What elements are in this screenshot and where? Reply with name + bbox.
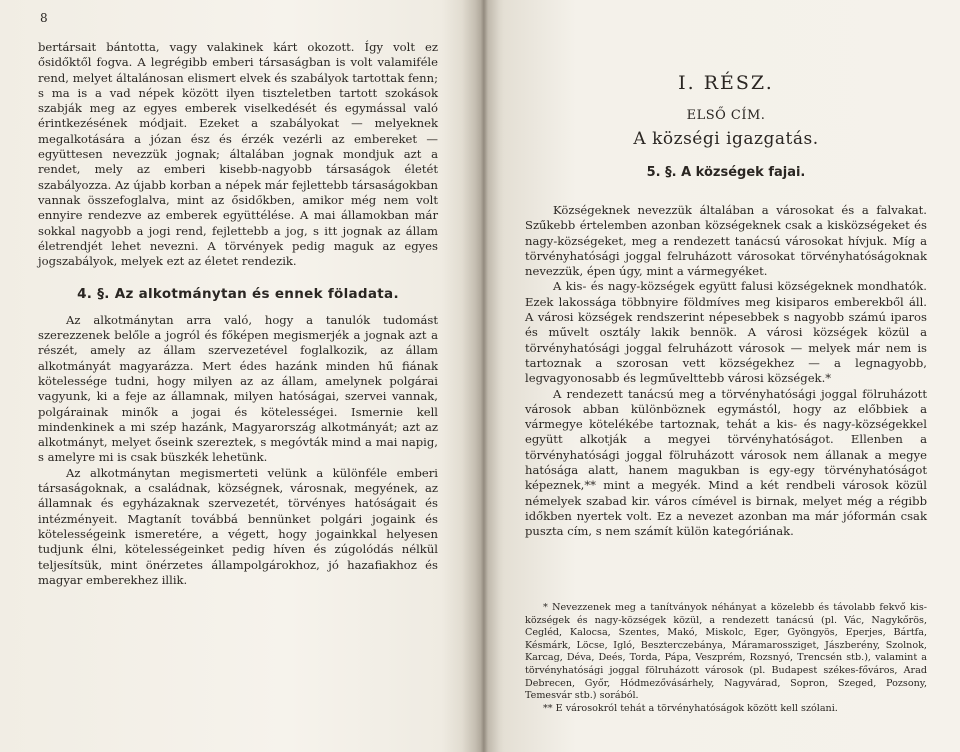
- book-gutter: [462, 0, 504, 752]
- section-heading: 4. §. Az alkotmánytan és ennek föladata.: [77, 286, 399, 303]
- section-heading: 5. §. A községek fajai.: [646, 165, 806, 180]
- paragraph: Az alkotmánytan arra való, hogy a tanulók tudomást szerezzenek belőle a jogról és főképen megismerjék a jognak azt a részét, amely az állam szervezetével foglalkozik, az állam alkotmányát magyarázza. Mert édes hazánk minden hű fiának kötelessége tudni, hogy milyen az az állam, amelynek polgárai vagyunk, ki a feje az államnak, milyen hatóságai, szervei vannak, polgárainak minők a jogai és kötelességei. Ismernie kell mindenkinek a mi szép hazánk, Magyarország alkotmányát; azt az alkotmányt, melyet őseink szereztek, s megóvták mind a mai napig, s amelyre mi is csak büszkék lehetünk.: [38, 312, 438, 465]
- footnotes: [525, 602, 927, 715]
- footnote: * Nevezzenek meg a tanítványok néhányat a közelebb és távolabb fekvő kis-községek és nagy-községek közül, a rendezett tanácsú (pl. Vác, Nagykőrös, Cegléd, Kalocsa, Szentes, Makó, Miskolc, Eger, Gyöngyös, Eperjes, Bártfa, Késmárk, Löcse, Igló, Beszterczebánya, Máramarossziget, Jászberény, Szolnok, Karcag, Déva, Deés, Torda, Pápa, Veszprém, Rozsnyó, Trencsén stb.), valamint a törvényhatósági joggal fölruházott városok (pl. Budapest székes-főváros, Arad Debrecen, Győr, Hódmezővásárhely, Nagyvárad, Sopron, Szeged, Pozsony, Temesvár stb.) sorából.: [525, 602, 927, 702]
- right-page-text: [525, 203, 927, 540]
- intro-paragraph: bertársait bántotta, vagy valakinek kárt okozott. Így volt ez ősidőktől fogva. A legrégibb emberi társaságban is volt valamiféle rend, melyet általánosan elismert elvek és szabályok tartottak fenn; s ma is a vad népek között ilyen tiszteletben tartott szokások szabják meg az egyes emberek viselkedését és egymással való érintkezésének módjait. Ezeket a szabályokat — melyeknek megalkotására a józan ész és érzék vezérli az embereket — együttesen nevezzük jognak; általában jognak mondjuk azt a rendet, mely az emberi kisebb-nagyobb társaságok életét szabályozza. Az újabb korban a népek már fejlettebb társaságokban vannak összefoglalva, mint az ősidőkben, amikor még nem volt ennyire rendezve az emberek együttélése. A mai államokban már sokkal nagyobb a jogi rend, fejlettebb a jog, s itt jognak az állam életrendjét lehet nevezni. A törvények pedig maguk az egyes jogszabályok, melyek ezt az életet rendezik.: [38, 40, 438, 269]
- page-number: 8: [40, 11, 48, 25]
- right-page: [525, 0, 927, 752]
- paragraph: A kis- és nagy-községek együtt falusi községeknek mondhatók. Ezek lakossága többnyire földmíves meg kisiparos emberekből áll. A városi községek rendszerint népesebbek s nagyobb számú iparos és művelt osztály lakik bennök. A városi községek közül a törvényhatósági joggal felruházott városok — melyek már nem is tartoznak a szorosan vett községekhez — a legnagyobb, legvagyonosabb és legművelttebb városi községek.*: [525, 279, 927, 386]
- part-title: I. RÉSZ.: [678, 72, 774, 94]
- paragraph: Az alkotmánytan megismerteti velünk a különféle emberi társaságoknak, a családnak, községnek, városnak, megyének, az államnak és egyházaknak szervezetét, törvényes hatóságait és intézményeit. Magtanít továbbá bennünket polgári jogaink és kötelességeink ismeretére, a végett, hogy jogainkkal helyesen tudjunk élni, kötelességeinket pedig híven és zúgolódás nélkül teljesítsük, mint önérzetes állampolgárokhoz, jó hazafiakhoz és magyar emberekhez illik.: [38, 465, 438, 587]
- chapter-title: A községi igazgatás.: [633, 129, 819, 149]
- chapter-header: [525, 72, 927, 180]
- paragraph: A rendezett tanácsú meg a törvényhatósági joggal fölruházott városok abban különböznek egymástól, hogy az előbbiek a vármegye kötelékébe tartoznak, tehát a kis- és nagy-községekkel együtt alkotják a megyei törvényhatóságot. Ellenben a törvényhatósági joggal fölruházott városok nem állanak a megye hatósága alatt, hanem magukban is egy-egy törvényhatóságot képeznek,** mint a megyék. Mind a két rendbeli városok közül némelyek szabad kir. város címével is birnak, melyet még a régibb időkben nyertek volt. Ez a nevezet azonban ma már jóformán csak puszta cím, s nem számít külön kategóriának.: [525, 386, 927, 539]
- footnote: ** E városokról tehát a törvényhatóságok között kell szólani.: [543, 702, 838, 714]
- paragraph: Községeknek nevezzük általában a városokat és a falvakat. Szűkebb értelemben azonban községeknek csak a kisközségeket és nagy-községeket, meg a rendezett tanácsú városokat hívjuk. Míg a törvényhatósági joggal felruházott városokat törvényhatóságoknak nevezzük, épen úgy, mint a vármegyéket.: [525, 203, 927, 279]
- left-page: [38, 0, 438, 752]
- chapter-label: ELSŐ CÍM.: [686, 108, 766, 123]
- left-page-text: [38, 40, 438, 588]
